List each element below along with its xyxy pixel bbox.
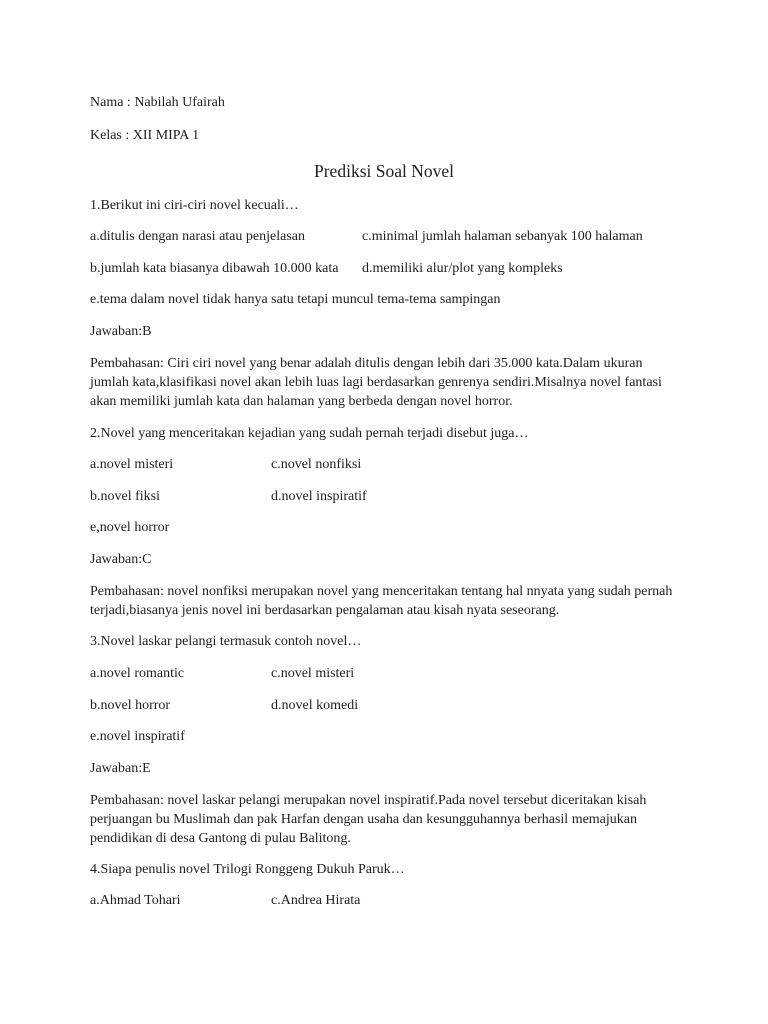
student-name: Nama : Nabilah Ufairah [90, 95, 225, 110]
option-2b: b.novel fiksi [90, 489, 160, 504]
option-2e: e,novel horror [90, 520, 170, 535]
question-4: 4.Siapa penulis novel Trilogi Ronggeng Dukuh Paruk… [90, 862, 405, 877]
option-1e: e.tema dalam novel tidak hanya satu tetapi muncul tema-tema sampingan [90, 292, 501, 307]
option-3e: e.novel inspiratif [90, 729, 185, 744]
option-1c: c.minimal jumlah halaman sebanyak 100 halaman [362, 229, 643, 244]
explanation-2: Pembahasan: novel nonfiksi merupakan novel yang menceritakan tentang hal nnyata yang sudah pernah terjadi,biasanya jenis novel ini berdasarkan pengalaman atau kisah nyata seseorang. [90, 584, 673, 618]
option-2a: a.novel misteri [90, 457, 174, 472]
option-3a: a.novel romantic [90, 666, 185, 681]
option-3d: d.novel komedi [271, 698, 359, 713]
option-4a: a.Ahmad Tohari [90, 893, 181, 908]
option-1b: b.jumlah kata biasanya dibawah 10.000 kata [90, 261, 339, 276]
option-1d: d.memiliki alur/plot yang kompleks [362, 261, 563, 276]
explanation-3: Pembahasan: novel laskar pelangi merupakan novel inspiratif.Pada novel tersebut diceritakan kisah perjuangan bu Muslimah dan pak Harfan dengan usaha dan kesungguhannya berhasil memajukan pendidikan di desa Gantong di pulau Balitong. [90, 793, 647, 846]
student-class: Kelas : XII MIPA 1 [90, 128, 200, 143]
question-1: 1.Berikut ini ciri-ciri novel kecuali… [90, 198, 299, 213]
question-2: 2.Novel yang menceritakan kejadian yang sudah pernah terjadi disebut juga… [90, 426, 529, 441]
option-3b: b.novel horror [90, 698, 171, 713]
option-1a: a.ditulis dengan narasi atau penjelasan [90, 229, 305, 244]
option-2d: d.novel inspiratif [271, 489, 367, 504]
answer-2: Jawaban:C [90, 552, 152, 567]
answer-3: Jawaban:E [90, 761, 151, 776]
answer-1: Jawaban:B [90, 324, 152, 339]
question-3: 3.Novel laskar pelangi termasuk contoh novel… [90, 634, 362, 649]
page-title: Prediksi Soal Novel [314, 161, 454, 181]
option-4c: c.Andrea Hirata [271, 893, 361, 908]
option-2c: c.novel nonfiksi [271, 457, 362, 472]
option-3c: c.novel misteri [271, 666, 355, 681]
explanation-1: Pembahasan: Ciri ciri novel yang benar adalah ditulis dengan lebih dari 35.000 kata.Dalam ukuran jumlah kata,klasifikasi novel akan lebih luas lagi berdasarkan genrenya sendiri.Misalnya novel fantasi akan memiliki jumlah kata dan halaman yang berbeda dengan novel horror. [90, 356, 662, 409]
